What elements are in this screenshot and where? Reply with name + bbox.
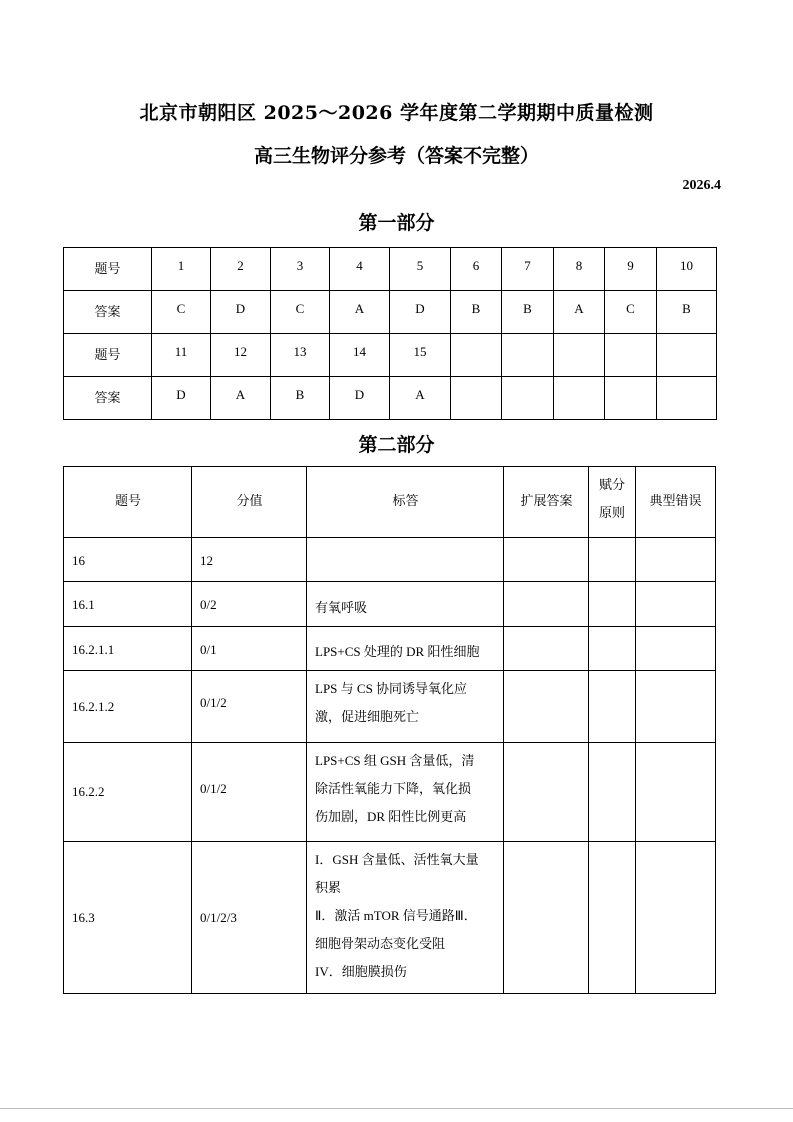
answer-cell xyxy=(605,377,657,420)
rule-cell xyxy=(589,582,636,627)
answer-cell: C xyxy=(271,291,330,334)
question-number: 5 xyxy=(390,248,451,291)
part1-answer-row-1 xyxy=(64,291,717,334)
score-cell: 0/1 xyxy=(192,627,307,671)
rule-cell xyxy=(589,842,636,994)
answer-cell: D xyxy=(152,377,211,420)
part1-question-row-2 xyxy=(64,334,717,377)
score-cell: 0/1/2/3 xyxy=(192,842,307,994)
question-number: 15 xyxy=(390,334,451,377)
question-number: 9 xyxy=(605,248,657,291)
answer-cell: A xyxy=(211,377,271,420)
ext-cell xyxy=(504,671,589,743)
table-row xyxy=(64,842,716,994)
rule-cell xyxy=(589,627,636,671)
answer-cell xyxy=(554,377,605,420)
error-cell xyxy=(636,538,716,582)
question-number xyxy=(554,334,605,377)
question-number: 12 xyxy=(211,334,271,377)
part1-answer-table xyxy=(63,247,717,420)
answer-cell: I．GSH 含量低、活性氧大量 积累 Ⅱ．激活 mTOR 信号通路Ⅲ． 细胞骨架动态变化受阻 IV．细胞膜损伤 xyxy=(307,842,504,994)
header-extended-answer: 扩展答案 xyxy=(504,467,589,538)
question-cell: 16.3 xyxy=(64,842,192,994)
rule-cell xyxy=(589,538,636,582)
question-number: 11 xyxy=(152,334,211,377)
answer-cell: D xyxy=(330,377,390,420)
question-number: 8 xyxy=(554,248,605,291)
question-number: 2 xyxy=(211,248,271,291)
ext-cell xyxy=(504,842,589,994)
question-number xyxy=(451,334,502,377)
question-number: 13 xyxy=(271,334,330,377)
answer-cell xyxy=(451,377,502,420)
row-label: 题号 xyxy=(64,334,152,377)
answer-cell: LPS+CS 处理的 DR 阳性细胞 xyxy=(307,627,504,671)
page-bottom-rule xyxy=(0,1108,793,1109)
row-label: 题号 xyxy=(64,248,152,291)
part2-scoring-table xyxy=(63,466,716,994)
error-cell xyxy=(636,671,716,743)
error-cell xyxy=(636,842,716,994)
header-typical-errors: 典型错误 xyxy=(636,467,716,538)
score-cell: 0/1/2 xyxy=(192,743,307,842)
answer-cell: C xyxy=(152,291,211,334)
document-title: 北京市朝阳区 2025～2026 学年度第二学期期中质量检测 xyxy=(139,102,654,124)
rule-cell xyxy=(589,671,636,743)
document-date: 2026.4 xyxy=(682,178,721,193)
question-cell: 16.2.2 xyxy=(64,743,192,842)
answer-cell: A xyxy=(390,377,451,420)
answer-cell: B xyxy=(271,377,330,420)
row-label: 答案 xyxy=(64,377,152,420)
answer-cell xyxy=(307,538,504,582)
error-cell xyxy=(636,743,716,842)
question-cell: 16.2.1.1 xyxy=(64,627,192,671)
question-number: 7 xyxy=(502,248,554,291)
part2-header-row xyxy=(64,467,716,538)
answer-cell: 有氧呼吸 xyxy=(307,582,504,627)
question-number xyxy=(657,334,717,377)
table-row xyxy=(64,538,716,582)
question-number xyxy=(502,334,554,377)
header-question: 题号 xyxy=(64,467,192,538)
question-number: 14 xyxy=(330,334,390,377)
score-cell: 0/1/2 xyxy=(192,671,307,743)
document-subtitle: 高三生物评分参考（答案不完整） xyxy=(253,145,539,167)
row-label: 答案 xyxy=(64,291,152,334)
answer-cell: B xyxy=(502,291,554,334)
table-row xyxy=(64,627,716,671)
header-standard-answer: 标答 xyxy=(307,467,504,538)
answer-cell: D xyxy=(211,291,271,334)
ext-cell xyxy=(504,743,589,842)
question-number: 1 xyxy=(152,248,211,291)
part1-answer-row-2 xyxy=(64,377,717,420)
question-cell: 16 xyxy=(64,538,192,582)
table-row xyxy=(64,743,716,842)
answer-cell: A xyxy=(330,291,390,334)
error-cell xyxy=(636,627,716,671)
answer-cell: B xyxy=(657,291,717,334)
part1-question-row-1 xyxy=(64,248,717,291)
part1-heading: 第一部分 xyxy=(358,212,435,234)
answer-cell: D xyxy=(390,291,451,334)
question-cell: 16.1 xyxy=(64,582,192,627)
answer-cell: LPS+CS 组 GSH 含量低，清 除活性氧能力下降，氧化损 伤加剧，DR 阳性比例更高 xyxy=(307,743,504,842)
ext-cell xyxy=(504,538,589,582)
error-cell xyxy=(636,582,716,627)
header-score: 分值 xyxy=(192,467,307,538)
answer-cell: A xyxy=(554,291,605,334)
question-number: 3 xyxy=(271,248,330,291)
question-number xyxy=(605,334,657,377)
question-number: 6 xyxy=(451,248,502,291)
ext-cell xyxy=(504,582,589,627)
question-cell: 16.2.1.2 xyxy=(64,671,192,743)
answer-cell xyxy=(502,377,554,420)
table-row xyxy=(64,582,716,627)
ext-cell xyxy=(504,627,589,671)
table-row xyxy=(64,671,716,743)
question-number: 4 xyxy=(330,248,390,291)
answer-cell: C xyxy=(605,291,657,334)
score-cell: 0/2 xyxy=(192,582,307,627)
answer-cell xyxy=(657,377,717,420)
header-scoring-principle: 赋分 原则 xyxy=(589,467,636,538)
rule-cell xyxy=(589,743,636,842)
answer-cell: B xyxy=(451,291,502,334)
score-cell: 12 xyxy=(192,538,307,582)
answer-cell: LPS 与 CS 协同诱导氧化应 激，促进细胞死亡 xyxy=(307,671,504,743)
part2-heading: 第二部分 xyxy=(358,434,435,456)
question-number: 10 xyxy=(657,248,717,291)
